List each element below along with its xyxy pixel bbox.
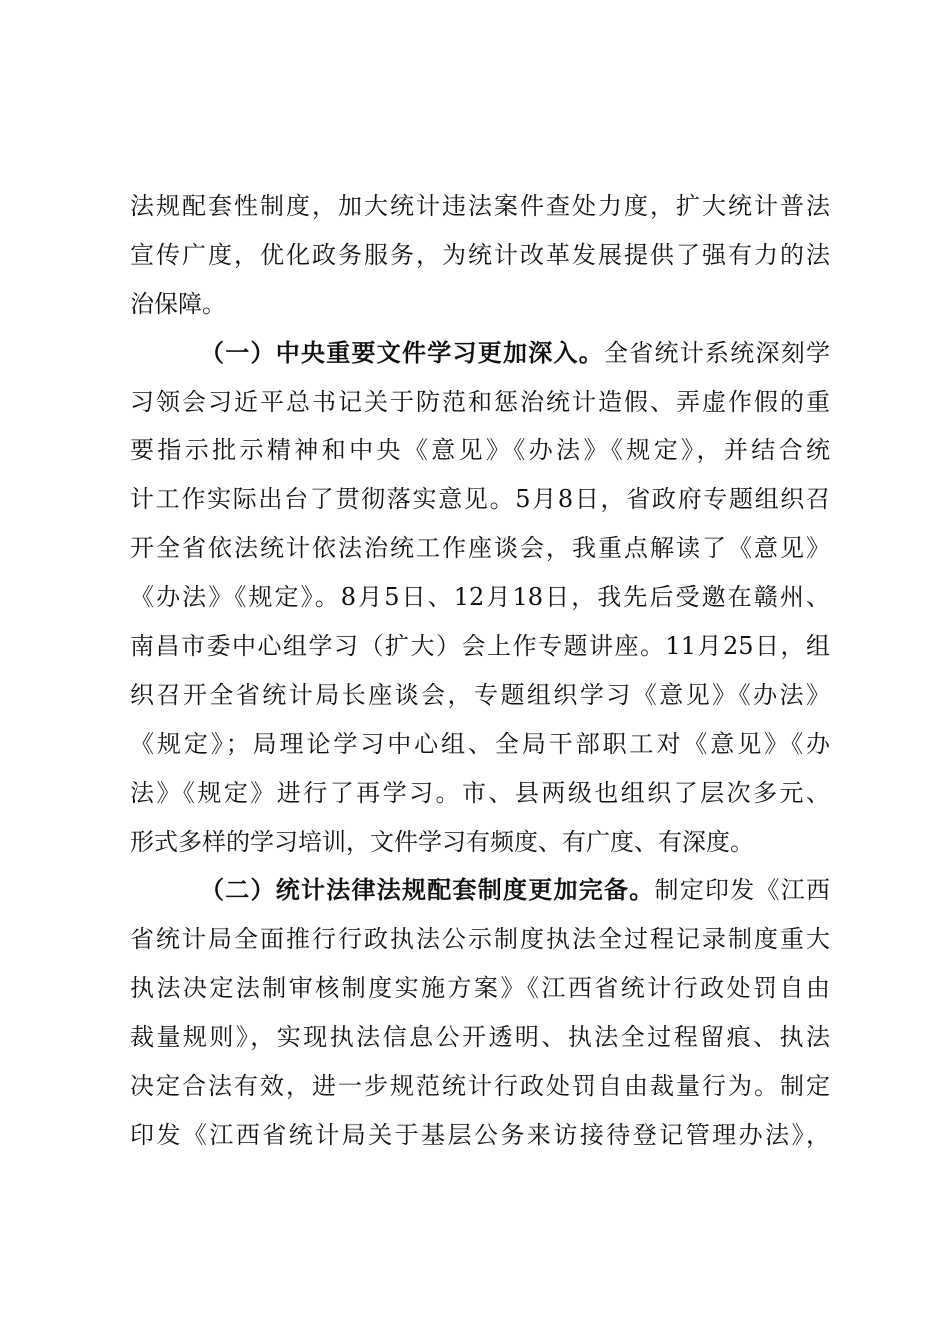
text-line: 计工作实际出台了贯彻落实意见。5月8日，省政府专题组织召	[130, 485, 830, 514]
text-line: 南昌市委中心组学习（扩大）会上作专题讲座。11月25日，组	[130, 632, 830, 661]
text-line: 法规配套性制度，加大统计违法案件查处力度，扩大统计普法	[130, 192, 830, 220]
text-line: 《办法》《规定》。8月5日、12月18日，我先后受邀在赣州、	[130, 583, 830, 612]
text-line: 《规定》；局理论学习中心组、全局干部职工对《意见》《办	[130, 729, 830, 758]
section-1-heading: （一）中央重要文件学习更加深入。	[200, 337, 604, 367]
section-2-first-line	[130, 866, 830, 915]
section-1-lead-text: 全省统计系统深刻学	[604, 338, 830, 367]
text-line: 裁量规则》，实现执法信息公开透明、执法全过程留痕、执法	[130, 1023, 830, 1052]
text-line: 宣传广度，优化政务服务，为统计改革发展提供了强有力的法	[130, 240, 830, 269]
text-line: 法》《规定》进行了再学习。市、县两级也组织了层次多元、	[130, 778, 830, 807]
text-line: 执法决定法制审核制度实施方案》《江西省统计行政处罚自由	[130, 974, 830, 1003]
text-line: 要指示批示精神和中央《意见》《办法》《规定》，并结合统	[130, 436, 830, 465]
text-line: 开全省依法统计依法治统工作座谈会，我重点解读了《意见》	[130, 534, 830, 563]
text-line: 决定合法有效，进一步规范统计行政处罚自由裁量行为。制定	[130, 1072, 830, 1101]
text-line: 习领会习近平总书记关于防范和惩治统计造假、弄虚作假的重	[130, 387, 830, 416]
document-body	[130, 182, 830, 1160]
text-line: 治保障。	[130, 289, 226, 318]
section-2-heading: （二）统计法律法规配套制度更加完备。	[200, 875, 655, 905]
section-1-first-line	[130, 329, 830, 378]
text-line: 省统计局全面推行行政执法公示制度执法全过程记录制度重大	[130, 925, 830, 954]
text-line: 形式多样的学习培训，文件学习有频度、有广度、有深度。	[130, 827, 754, 856]
section-2-lead-text: 制定印发《江西	[654, 876, 830, 905]
text-line: 织召开全省统计局长座谈会，专题组织学习《意见》《办法》	[130, 680, 830, 709]
text-line: 印发《江西省统计局关于基层公务来访接待登记管理办法》，	[130, 1120, 830, 1149]
